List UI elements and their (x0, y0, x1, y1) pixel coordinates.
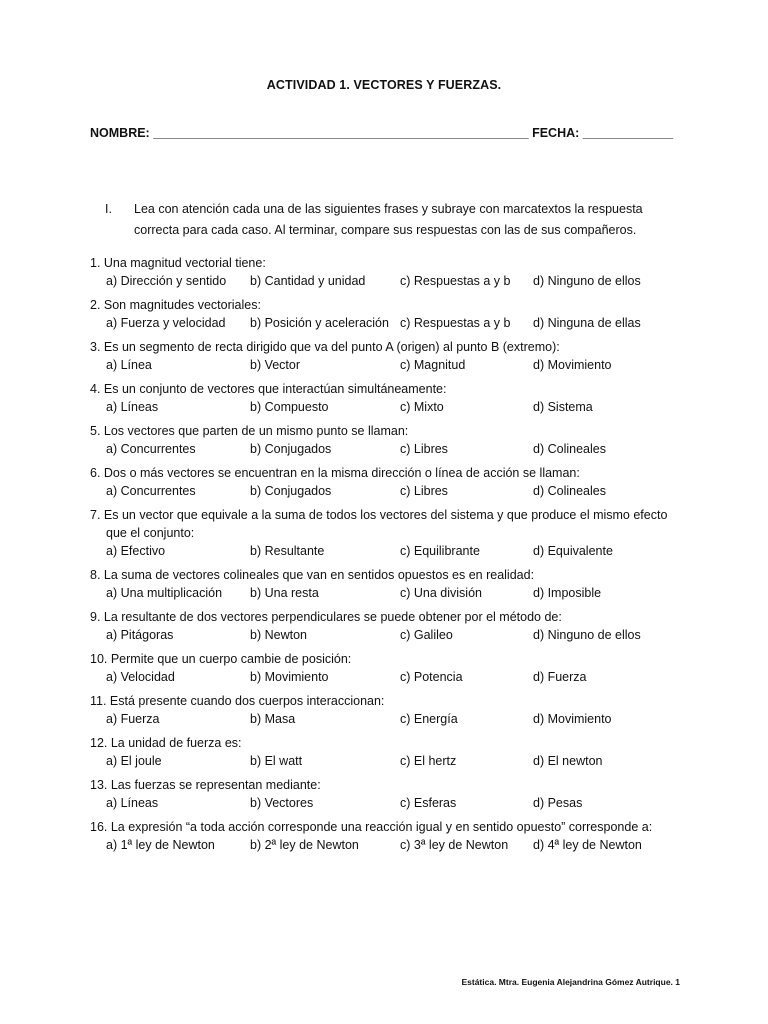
question-text (90, 776, 690, 794)
answer-option[interactable]: b) Conjugados (250, 484, 332, 498)
answer-option[interactable]: a) Una multiplicación (106, 586, 223, 600)
name-date-line: NOMBRE: ______________________________________________________ FECHA: _____________ (90, 126, 674, 140)
answer-option[interactable]: d) Colineales (533, 442, 606, 456)
question-item (90, 566, 690, 602)
question-item (90, 380, 690, 416)
answer-option[interactable]: a) Líneas (106, 796, 159, 810)
answer-option[interactable]: d) Pesas (533, 796, 583, 810)
instructions (105, 199, 665, 241)
answer-option[interactable]: d) Fuerza (533, 670, 587, 684)
question-text-main: 13. Las fuerzas se representan mediante: (90, 778, 321, 792)
question-text (90, 380, 690, 398)
answer-option[interactable]: b) Newton (250, 628, 307, 642)
answer-option[interactable]: a) Fuerza (106, 712, 160, 726)
page-footer: Estática. Mtra. Eugenia Alejandrina Gómez Autrique. 1 (461, 977, 680, 987)
question-text-main: 11. Está presente cuando dos cuerpos interaccionan: (90, 694, 385, 708)
question-item (90, 296, 690, 332)
answer-options (90, 356, 690, 374)
answer-option[interactable]: a) Fuerza y velocidad (106, 316, 226, 330)
answer-option[interactable]: d) Movimiento (533, 712, 612, 726)
question-text-main: 3. Es un segmento de recta dirigido que va del punto A (origen) al punto B (extremo): (90, 340, 560, 354)
question-text-main: 7. Es un vector que equivale a la suma de todos los vectores del sistema y que produce el mismo efecto (90, 508, 668, 522)
answer-option[interactable]: c) Respuestas a y b (400, 316, 511, 330)
answer-option[interactable]: a) Pitágoras (106, 628, 174, 642)
question-item (90, 338, 690, 374)
answer-options (90, 398, 690, 416)
question-text-main: 10. Permite que un cuerpo cambie de posición: (90, 652, 352, 666)
question-item (90, 506, 690, 560)
answer-options (90, 752, 690, 770)
question-item (90, 422, 690, 458)
answer-option[interactable]: b) Resultante (250, 544, 325, 558)
question-text (90, 608, 690, 626)
answer-options (90, 272, 690, 290)
answer-option[interactable]: a) Concurrentes (106, 442, 196, 456)
answer-options (90, 542, 690, 560)
answer-option[interactable]: b) Conjugados (250, 442, 332, 456)
answer-options (90, 584, 690, 602)
question-text (90, 650, 690, 668)
answer-option[interactable]: d) Colineales (533, 484, 606, 498)
question-text-main: 4. Es un conjunto de vectores que interactúan simultáneamente: (90, 382, 447, 396)
answer-options (90, 440, 690, 458)
answer-option[interactable]: a) El joule (106, 754, 162, 768)
question-item (90, 254, 690, 290)
answer-option[interactable]: d) El newton (533, 754, 603, 768)
question-text-main: 6. Dos o más vectores se encuentran en la misma dirección o línea de acción se llaman: (90, 466, 580, 480)
answer-option[interactable]: c) Esferas (400, 796, 457, 810)
question-text (90, 464, 690, 482)
question-item (90, 692, 690, 728)
question-text-main: 12. La unidad de fuerza es: (90, 736, 242, 750)
answer-option[interactable]: c) Galileo (400, 628, 453, 642)
answer-options (90, 710, 690, 728)
answer-options (90, 482, 690, 500)
answer-option[interactable]: a) 1ª ley de Newton (106, 838, 215, 852)
answer-options (90, 668, 690, 686)
answer-options (90, 314, 690, 332)
question-text (90, 818, 690, 836)
answer-option[interactable]: a) Línea (106, 358, 152, 372)
question-text-main: 16. La expresión “a toda acción corresponde una reacción igual y en sentido opuesto” corresponde a: (90, 820, 653, 834)
question-text (90, 296, 690, 314)
question-text-main: 9. La resultante de dos vectores perpendiculares se puede obtener por el método de: (90, 610, 562, 624)
answer-option[interactable]: b) Masa (250, 712, 296, 726)
question-text-continuation: que el conjunto: (106, 526, 195, 540)
answer-option[interactable]: a) Velocidad (106, 670, 175, 684)
answer-option[interactable]: d) Sistema (533, 400, 593, 414)
answer-option[interactable]: b) Una resta (250, 586, 319, 600)
answer-option[interactable]: a) Líneas (106, 400, 159, 414)
question-text-main: 2. Son magnitudes vectoriales: (90, 298, 261, 312)
question-text (90, 254, 690, 272)
answer-option[interactable]: c) Una división (400, 586, 482, 600)
answer-option[interactable]: a) Dirección y sentido (106, 274, 227, 288)
answer-option[interactable]: c) Potencia (400, 670, 463, 684)
answer-option[interactable]: c) El hertz (400, 754, 457, 768)
answer-options (90, 794, 690, 812)
question-item (90, 608, 690, 644)
question-text (90, 692, 690, 710)
question-item (90, 776, 690, 812)
answer-option[interactable]: b) Vector (250, 358, 301, 372)
answer-options (90, 626, 690, 644)
question-text (90, 422, 690, 440)
instructions-text: Lea con atención cada una de las siguientes frases y subraye con marcatextos la respuesta correcta para cada caso. Al terminar, compare sus respuestas con las de sus compañeros. (134, 202, 643, 237)
answer-option[interactable]: b) 2ª ley de Newton (250, 838, 359, 852)
answer-option[interactable]: d) Ninguna de ellas (533, 316, 641, 330)
answer-option[interactable]: c) Magnitud (400, 358, 466, 372)
question-text-main: 1. Una magnitud vectorial tiene: (90, 256, 266, 270)
answer-option[interactable]: b) Posición y aceleración (250, 316, 389, 330)
answer-option[interactable]: b) Movimiento (250, 670, 329, 684)
question-text-main: 5. Los vectores que parten de un mismo punto se llaman: (90, 424, 409, 438)
answer-option[interactable]: c) Mixto (400, 400, 444, 414)
answer-option[interactable]: d) Imposible (533, 586, 602, 600)
answer-option[interactable]: c) 3ª ley de Newton (400, 838, 509, 852)
answer-option[interactable]: c) Respuestas a y b (400, 274, 511, 288)
answer-option[interactable]: b) El watt (250, 754, 303, 768)
question-item (90, 650, 690, 686)
answer-option[interactable]: c) Libres (400, 442, 448, 456)
answer-option[interactable]: a) Concurrentes (106, 484, 196, 498)
question-text (90, 338, 690, 356)
answer-option[interactable]: d) Equivalente (533, 544, 613, 558)
answer-option[interactable]: b) Compuesto (250, 400, 329, 414)
answer-option[interactable]: b) Vectores (250, 796, 314, 810)
question-list (90, 254, 690, 860)
answer-option[interactable]: c) Equilibrante (400, 544, 480, 558)
page-title: ACTIVIDAD 1. VECTORES Y FUERZAS. (266, 78, 502, 92)
answer-options (90, 836, 690, 854)
answer-option[interactable]: d) Movimiento (533, 358, 612, 372)
answer-option[interactable]: a) Efectivo (106, 544, 166, 558)
answer-option[interactable]: b) Cantidad y unidad (250, 274, 366, 288)
question-text-main: 8. La suma de vectores colineales que van en sentidos opuestos es en realidad: (90, 568, 535, 582)
question-item (90, 818, 690, 854)
answer-option[interactable]: d) Ninguno de ellos (533, 274, 641, 288)
question-item (90, 464, 690, 500)
answer-option[interactable]: c) Energía (400, 712, 458, 726)
answer-option[interactable]: d) Ninguno de ellos (533, 628, 641, 642)
answer-option[interactable]: c) Libres (400, 484, 448, 498)
question-text (90, 734, 690, 752)
instructions-number: I. (105, 202, 112, 216)
answer-option[interactable]: d) 4ª ley de Newton (533, 838, 642, 852)
question-item (90, 734, 690, 770)
question-text (90, 506, 690, 542)
question-text (90, 566, 690, 584)
